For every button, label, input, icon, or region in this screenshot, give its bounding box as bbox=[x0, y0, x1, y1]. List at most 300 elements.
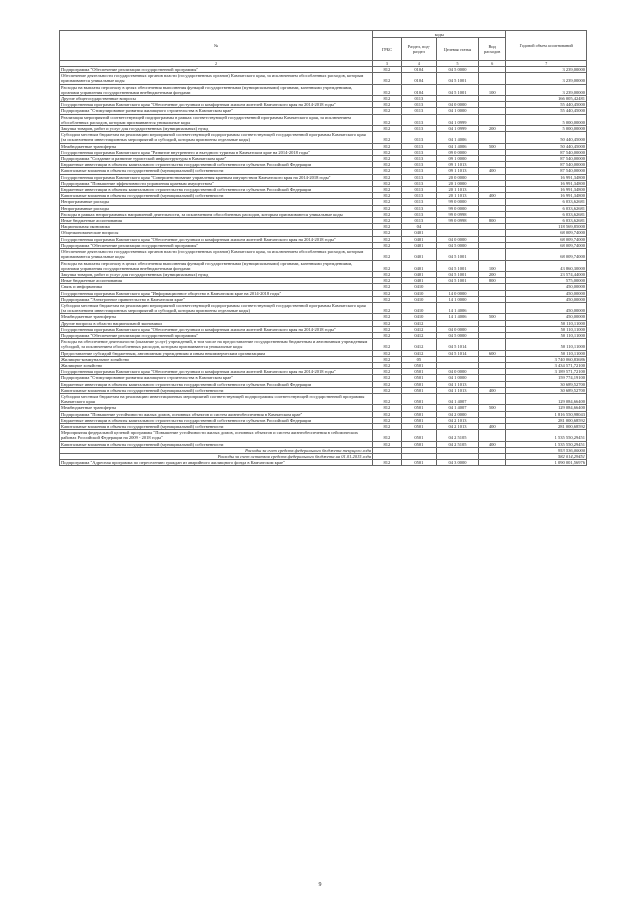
row-grbs: 812 bbox=[373, 132, 402, 143]
row-razdel: 0412 bbox=[401, 326, 436, 332]
row-razdel: 0113 bbox=[401, 96, 436, 102]
row-target-article: 04 1 4006 bbox=[437, 132, 479, 143]
row-grbs: 812 bbox=[373, 156, 402, 162]
row-target-article: 04 5 1001 bbox=[437, 278, 479, 284]
row-razdel: 0113 bbox=[401, 143, 436, 149]
row-razdel: 0401 bbox=[401, 230, 436, 236]
row-grbs: 812 bbox=[373, 356, 402, 362]
row-name: Расходы за счет остатков средств федерального бюджета на 01.01.2015 года bbox=[60, 454, 373, 460]
row-grbs: 812 bbox=[373, 168, 402, 174]
row-grbs: 812 bbox=[373, 460, 402, 466]
row-target-article: 04 5 1001 bbox=[437, 73, 479, 84]
row-name: Подпрограмма "Стимулирование развития жилищного строительства в Камчатском крае" bbox=[60, 108, 373, 114]
row-razdel: 0501 bbox=[401, 441, 436, 447]
row-amount: 159 774,19100 bbox=[506, 375, 587, 381]
row-grbs: 812 bbox=[373, 211, 402, 217]
table-row bbox=[60, 460, 587, 466]
row-amount: 575,00000 bbox=[506, 278, 587, 284]
row-razdel: 0113 bbox=[401, 180, 436, 186]
row-amount: 129 084,66400 bbox=[506, 393, 587, 404]
row-name: Межбюджетные трансферты bbox=[60, 314, 373, 320]
row-name: Капитальные вложения в объекты государственной (муниципальной) собственности bbox=[60, 193, 373, 199]
row-target-article: 04 1 4007 bbox=[437, 393, 479, 404]
row-amount: 5 000,00000 bbox=[506, 114, 587, 125]
row-razdel: 0104 bbox=[401, 67, 436, 73]
row-razdel: 05 bbox=[401, 356, 436, 362]
row-grbs: 812 bbox=[373, 375, 402, 381]
row-razdel: 0410 bbox=[401, 302, 436, 313]
row-amount: 450,00000 bbox=[506, 314, 587, 320]
row-razdel: 0410 bbox=[401, 284, 436, 290]
row-name: Межбюджетные трансферты bbox=[60, 143, 373, 149]
row-name: Государственная программа Камчатского края "Совершенствование управления краевым имуществом Камчатского края на 2014-2018 годы" bbox=[60, 174, 373, 180]
row-grbs: 812 bbox=[373, 411, 402, 417]
row-razdel: 0113 bbox=[401, 126, 436, 132]
row-target-article: 04 0 0000 bbox=[437, 236, 479, 242]
row-amount: 953 536,00000 bbox=[506, 447, 587, 453]
row-grbs: 812 bbox=[373, 271, 402, 277]
row-grbs: 812 bbox=[373, 441, 402, 447]
row-grbs: 812 bbox=[373, 143, 402, 149]
row-amount: 16 991,34800 bbox=[506, 187, 587, 193]
row-name: Расходы на выплаты персоналу в целях обеспечения выполнения функций государственными (муниципальными) органами, казенными учреждениями, органами управления государственными внебюджетными фондами bbox=[60, 84, 373, 95]
table-row bbox=[60, 114, 587, 125]
row-grbs: 812 bbox=[373, 180, 402, 186]
row-amount: 55 440,45000 bbox=[506, 102, 587, 108]
row-name: Иные бюджетные ассигнования bbox=[60, 278, 373, 284]
row-name: Субсидии местным бюджетам на реализацию мероприятий соответствующей подпрограммы соответствующей государственной программы Камчатского края (за исключением инвестиционных мероприятий и субсидий, которым присвоены отдельные коды) bbox=[60, 302, 373, 313]
row-name: Расходы на обеспечение деятельности (оказание услуг) учреждений, в том числе на предоставление государственным бюджетным и автономным учреждениям субсидий, за исключением обособленных расходов, которым присваиваются уникальные коды bbox=[60, 339, 373, 350]
row-name: Жилищное хозяйство bbox=[60, 362, 373, 368]
row-name: Непрограммные расходы bbox=[60, 205, 373, 211]
row-expense-type: 600 bbox=[478, 350, 506, 356]
row-razdel: 0113 bbox=[401, 168, 436, 174]
row-grbs: 812 bbox=[373, 205, 402, 211]
row-target-article: 04 2 5105 bbox=[437, 441, 479, 447]
row-razdel: 0104 bbox=[401, 84, 436, 95]
row-name: Субсидии местным бюджетам на реализацию инвестиционных мероприятий соответствующей подпрограммы соответствующей государственной программы Камчатского края bbox=[60, 393, 373, 404]
row-name: Мероприятия федеральной целевой программы "Повышение устойчивости жилых домов, основных объектов и систем жизнеобеспечения в сейсмических районах Российской Федерации на 2009 - 2018 годы" bbox=[60, 430, 373, 441]
row-expense-type: 100 bbox=[478, 84, 506, 95]
row-name: Подпрограмма "Адресная программа по переселению граждан из аварийного жилищного фонда в Камчатском крае" bbox=[60, 460, 373, 466]
row-razdel: 0401 bbox=[401, 249, 436, 260]
row-amount: 1 090 001,56976 bbox=[506, 460, 587, 466]
row-expense-type: 500 bbox=[478, 143, 506, 149]
row-grbs: 812 bbox=[373, 199, 402, 205]
row-target-article: 04 2 1013 bbox=[437, 423, 479, 429]
row-razdel: 0113 bbox=[401, 218, 436, 224]
row-razdel: 0113 bbox=[401, 162, 436, 168]
row-amount: 5 000,00000 bbox=[506, 126, 587, 132]
row-target-article: 99 0 0998 bbox=[437, 218, 479, 224]
row-expense-type: 400 bbox=[478, 193, 506, 199]
row-amount: 50 110,11000 bbox=[506, 326, 587, 332]
row-target-article: 20 0 0000 bbox=[437, 174, 479, 180]
row-razdel: 0501 bbox=[401, 430, 436, 441]
row-target-article: 04 2 5105 bbox=[437, 430, 479, 441]
row-expense-type bbox=[478, 339, 506, 350]
row-razdel: 0501 bbox=[401, 460, 436, 466]
row-amount: 50 440,45000 bbox=[506, 143, 587, 149]
row-name: Расходы в рамках непрограммных направлений деятельности, за исключением обособленных расходов, которым присваиваются уникальные коды bbox=[60, 211, 373, 217]
row-expense-type bbox=[478, 132, 506, 143]
row-name: Другие вопросы в области национальной экономики bbox=[60, 320, 373, 326]
row-target-article: 99 0 0998 bbox=[437, 211, 479, 217]
row-target-article: 99 0 0000 bbox=[437, 199, 479, 205]
row-name: Капитальные вложения в объекты государственной (муниципальной) собственности bbox=[60, 423, 373, 429]
row-grbs: 812 bbox=[373, 114, 402, 125]
row-target-article: 04 0 0000 bbox=[437, 102, 479, 108]
row-razdel: 0113 bbox=[401, 114, 436, 125]
row-razdel: 0410 bbox=[401, 290, 436, 296]
row-razdel: 0113 bbox=[401, 108, 436, 114]
header-number: № bbox=[60, 31, 373, 61]
row-target-article: 04 2 1013 bbox=[437, 417, 479, 423]
column-number: 4 bbox=[401, 61, 436, 67]
row-amount: 68 009,74000 bbox=[506, 249, 587, 260]
row-amount: 450,00000 bbox=[506, 290, 587, 296]
row-name: Государственная программа Камчатского края "Развитие внутреннего и въездного туризма в Камчатском крае на 2014-2018 годы" bbox=[60, 149, 373, 155]
row-expense-type: 500 bbox=[478, 314, 506, 320]
row-amount: 50 110,11000 bbox=[506, 350, 587, 356]
table-row bbox=[60, 302, 587, 313]
header-codes: коды bbox=[373, 31, 506, 38]
row-expense-type: 500 bbox=[478, 405, 506, 411]
row-amount: 1 816 550,98043 bbox=[506, 411, 587, 417]
row-amount: 30 689,52700 bbox=[506, 387, 587, 393]
row-amount: 6 033,62681 bbox=[506, 218, 587, 224]
row-name: Подпрограмма "Обеспечение реализации государственной программы" bbox=[60, 67, 373, 73]
row-name: Государственная программа Камчатского края "Информационное общество в Камчатском крае на 2014-2018 годы" bbox=[60, 290, 373, 296]
header-grbs: ГРБС bbox=[373, 38, 402, 61]
row-grbs: 812 bbox=[373, 249, 402, 260]
row-target-article: 04 5 1014 bbox=[437, 350, 479, 356]
row-target-article: 04 1 0999 bbox=[437, 126, 479, 132]
row-grbs: 812 bbox=[373, 423, 402, 429]
row-grbs: 812 bbox=[373, 393, 402, 404]
row-razdel: 0410 bbox=[401, 296, 436, 302]
row-grbs: 812 bbox=[373, 67, 402, 73]
row-target-article: 04 1 0999 bbox=[437, 114, 479, 125]
row-target-article: 04 5 1001 bbox=[437, 84, 479, 95]
row-amount: 87 540,00000 bbox=[506, 168, 587, 174]
row-target-article: 20 1 0000 bbox=[437, 180, 479, 186]
row-name: Подпрограмма "Повышение эффективности управления краевым имуществом" bbox=[60, 180, 373, 186]
row-name: Расходы на выплаты персоналу в целях обеспечения выполнения функций государственными (муниципальными) органами, казенными учреждениями, органами управления государственными внебюджетными фондами bbox=[60, 260, 373, 271]
row-target-article: 20 1 1013 bbox=[437, 193, 479, 199]
row-amount: 118 569,85000 bbox=[506, 224, 587, 230]
column-number: 5 bbox=[437, 61, 479, 67]
row-amount: 450,00000 bbox=[506, 296, 587, 302]
row-expense-type bbox=[478, 393, 506, 404]
row-grbs: 812 bbox=[373, 326, 402, 332]
row-razdel: 0412 bbox=[401, 332, 436, 338]
row-grbs: 812 bbox=[373, 187, 402, 193]
row-grbs: 812 bbox=[373, 417, 402, 423]
row-razdel: 0113 bbox=[401, 199, 436, 205]
row-amount: 3 189 571,72100 bbox=[506, 369, 587, 375]
row-target-article: 04 5 0000 bbox=[437, 332, 479, 338]
row-amount: 68 009,74000 bbox=[506, 242, 587, 248]
row-target-article: 04 1 4006 bbox=[437, 143, 479, 149]
row-razdel: 0501 bbox=[401, 393, 436, 404]
row-target-article: 04 1 0000 bbox=[437, 375, 479, 381]
row-name: Государственная программа Камчатского края "Обеспечение доступным и комфортным жильем жителей Камчатского края на 2014-2018 годы" bbox=[60, 369, 373, 375]
row-grbs: 812 bbox=[373, 369, 402, 375]
row-razdel: 0113 bbox=[401, 193, 436, 199]
row-razdel: 0113 bbox=[401, 187, 436, 193]
row-razdel: 04 bbox=[401, 224, 436, 230]
table-row bbox=[60, 393, 587, 404]
row-amount: 450,00000 bbox=[506, 284, 587, 290]
header-expense-type: Вид расходов bbox=[478, 38, 506, 61]
row-razdel: 0412 bbox=[401, 339, 436, 350]
row-expense-type: 400 bbox=[478, 441, 506, 447]
row-amount: 50 110,11000 bbox=[506, 339, 587, 350]
row-razdel: 0401 bbox=[401, 271, 436, 277]
row-razdel: 0113 bbox=[401, 132, 436, 143]
column-number: 6 bbox=[478, 61, 506, 67]
row-name: Бюджетные инвестиции в объекты капитального строительства государственной собственности субъектов Российской Федерации bbox=[60, 381, 373, 387]
row-amount: 16 991,34800 bbox=[506, 193, 587, 199]
row-amount: 87 540,00000 bbox=[506, 162, 587, 168]
row-name: Государственная программа Камчатского края "Обеспечение доступным и комфортным жильем жителей Камчатского края на 2014-2018 годы" bbox=[60, 102, 373, 108]
row-razdel: 0113 bbox=[401, 174, 436, 180]
row-expense-type bbox=[478, 114, 506, 125]
row-target-article: 14 0 0000 bbox=[437, 290, 479, 296]
row-amount: 50 440,45000 bbox=[506, 132, 587, 143]
row-grbs: 812 bbox=[373, 381, 402, 387]
column-number: 7 bbox=[506, 61, 587, 67]
row-grbs: 812 bbox=[373, 242, 402, 248]
row-name: Капитальные вложения в объекты государственной (муниципальной) собственности bbox=[60, 441, 373, 447]
table-row bbox=[60, 339, 587, 350]
row-grbs: 812 bbox=[373, 260, 402, 271]
row-amount: 281 000,68592 bbox=[506, 423, 587, 429]
row-target-article: 04 5 1001 bbox=[437, 271, 479, 277]
row-target-article: 14 1 4006 bbox=[437, 302, 479, 313]
row-target-article: 04 1 0000 bbox=[437, 108, 479, 114]
row-amount: 3 239,00000 bbox=[506, 84, 587, 95]
row-expense-type bbox=[478, 460, 506, 466]
row-grbs: 812 bbox=[373, 102, 402, 108]
row-grbs: 812 bbox=[373, 108, 402, 114]
row-grbs: 812 bbox=[373, 174, 402, 180]
row-name: Закупка товаров, работ и услуг для государственных (муниципальных) нужд bbox=[60, 271, 373, 277]
row-razdel: 0401 bbox=[401, 260, 436, 271]
row-razdel: 0410 bbox=[401, 314, 436, 320]
row-amount: 23 574,44000 bbox=[506, 271, 587, 277]
header-total: Годовой объем ассигнований bbox=[506, 31, 587, 61]
row-expense-type: 400 bbox=[478, 423, 506, 429]
row-target-article: 09 1 0000 bbox=[437, 156, 479, 162]
row-target-article: 04 2 0000 bbox=[437, 411, 479, 417]
row-expense-type: 200 bbox=[478, 126, 506, 132]
row-razdel: 0401 bbox=[401, 278, 436, 284]
row-target-article: 14 1 4006 bbox=[437, 314, 479, 320]
row-name: Межбюджетные трансферты bbox=[60, 405, 373, 411]
row-name: Расходы за счет средств федерального бюджета текущего года bbox=[60, 447, 373, 453]
row-amount: 3 740 060,83686 bbox=[506, 356, 587, 362]
row-target-article: 04 1 1013 bbox=[437, 387, 479, 393]
row-amount: 1 535 550,29451 bbox=[506, 430, 587, 441]
row-grbs: 812 bbox=[373, 332, 402, 338]
row-expense-type: 400 bbox=[478, 168, 506, 174]
row-name: Общеэкономические вопросы bbox=[60, 230, 373, 236]
row-name: Подпрограмма "Электронное правительство в Камчатском крае" bbox=[60, 296, 373, 302]
budget-table bbox=[59, 30, 587, 466]
row-amount: 68 009,74000 bbox=[506, 230, 587, 236]
row-grbs: 812 bbox=[373, 218, 402, 224]
row-name: Государственная программа Камчатского края "Обеспечение доступным и комфортным жильем жителей Камчатского края на 2014-2018 годы" bbox=[60, 236, 373, 242]
row-razdel: 0113 bbox=[401, 205, 436, 211]
page-number: 9 bbox=[318, 882, 322, 888]
row-razdel: 0501 bbox=[401, 405, 436, 411]
row-amount: 16 991,34800 bbox=[506, 180, 587, 186]
row-amount: 43 860,30000 bbox=[506, 260, 587, 271]
row-amount: 6 033,62681 bbox=[506, 199, 587, 205]
row-expense-type: 800 bbox=[478, 218, 506, 224]
row-razdel: 0501 bbox=[401, 411, 436, 417]
row-grbs: 812 bbox=[373, 193, 402, 199]
row-razdel: 0113 bbox=[401, 156, 436, 162]
row-name: Связь и информатика bbox=[60, 284, 373, 290]
table-row bbox=[60, 430, 587, 441]
row-name: Государственная программа Камчатского края "Обеспечение доступным и комфортным жильем жителей Камчатского края на 2014-2018 годы" bbox=[60, 326, 373, 332]
row-amount: 281 000,68592 bbox=[506, 417, 587, 423]
row-razdel: 0501 bbox=[401, 417, 436, 423]
header-target-article: Целевая статья bbox=[437, 38, 479, 61]
row-grbs: 812 bbox=[373, 284, 402, 290]
row-name: Бюджетные инвестиции в объекты капитального строительства государственной собственности субъектов Российской Федерации bbox=[60, 162, 373, 168]
row-target-article: 09 1 1013 bbox=[437, 168, 479, 174]
row-expense-type bbox=[478, 249, 506, 260]
row-target-article: 04 0 0000 bbox=[437, 369, 479, 375]
row-razdel: 0113 bbox=[401, 211, 436, 217]
row-grbs: 812 bbox=[373, 430, 402, 441]
row-amount: 166 005,42481 bbox=[506, 96, 587, 102]
row-target-article: 09 1 1013 bbox=[437, 162, 479, 168]
row-razdel: 0113 bbox=[401, 149, 436, 155]
row-amount: 68 009,74000 bbox=[506, 236, 587, 242]
row-razdel: 0501 bbox=[401, 387, 436, 393]
row-amount: 50 110,11000 bbox=[506, 320, 587, 326]
table-row bbox=[60, 84, 587, 95]
row-grbs: 812 bbox=[373, 405, 402, 411]
table-row bbox=[60, 73, 587, 84]
row-amount: 450,00000 bbox=[506, 302, 587, 313]
row-name: Национальная экономика bbox=[60, 224, 373, 230]
row-amount: 6 033,62681 bbox=[506, 211, 587, 217]
row-name: Бюджетные инвестиции в объекты капитального строительства государственной собственности субъектов Российской Федерации bbox=[60, 187, 373, 193]
row-name: Подпрограмма "Обеспечение реализации государственной программы" bbox=[60, 242, 373, 248]
row-razdel: 0501 bbox=[401, 362, 436, 368]
row-grbs: 812 bbox=[373, 162, 402, 168]
row-amount: 3 239,00000 bbox=[506, 73, 587, 84]
row-razdel: 0401 bbox=[401, 242, 436, 248]
table-row bbox=[60, 132, 587, 143]
row-expense-type: 100 bbox=[478, 260, 506, 271]
row-grbs: 812 bbox=[373, 224, 402, 230]
row-grbs: 812 bbox=[373, 339, 402, 350]
row-grbs: 812 bbox=[373, 290, 402, 296]
row-grbs: 812 bbox=[373, 314, 402, 320]
row-expense-type bbox=[478, 430, 506, 441]
row-grbs: 812 bbox=[373, 84, 402, 95]
row-target-article: 14 1 0000 bbox=[437, 296, 479, 302]
row-amount: 87 540,00000 bbox=[506, 149, 587, 155]
row-name: Непрограммные расходы bbox=[60, 199, 373, 205]
column-number: 3 bbox=[373, 61, 402, 67]
row-razdel: 0401 bbox=[401, 236, 436, 242]
row-grbs: 812 bbox=[373, 236, 402, 242]
row-name: Предоставление субсидий бюджетным, автономным учреждениям и иным некоммерческим организациям bbox=[60, 350, 373, 356]
row-grbs: 812 bbox=[373, 149, 402, 155]
row-razdel: 0104 bbox=[401, 73, 436, 84]
row-expense-type bbox=[478, 302, 506, 313]
row-amount: 50 110,11000 bbox=[506, 332, 587, 338]
row-target-article: 04 1 1013 bbox=[437, 381, 479, 387]
row-expense-type: 800 bbox=[478, 278, 506, 284]
row-grbs: 812 bbox=[373, 278, 402, 284]
row-name: Обеспечение деятельности государственных органов власти (государственных органов) Камчатского края, за исключением обособленных расходов, которым присваиваются уникальные коды bbox=[60, 73, 373, 84]
row-grbs: 812 bbox=[373, 296, 402, 302]
row-expense-type: 200 bbox=[478, 271, 506, 277]
row-name: Обеспечение деятельности государственных органов власти (государственных органов) Камчатского края, за исключением обособленных расходов, которым присваиваются уникальные коды bbox=[60, 249, 373, 260]
row-razdel: 0501 bbox=[401, 423, 436, 429]
table-row bbox=[60, 249, 587, 260]
row-target-article: 04 5 1001 bbox=[437, 249, 479, 260]
row-razdel: 0501 bbox=[401, 381, 436, 387]
row-target-article: 04 1 4007 bbox=[437, 405, 479, 411]
row-target-article: 04 5 0000 bbox=[437, 242, 479, 248]
row-target-article: 09 0 0000 bbox=[437, 149, 479, 155]
row-amount: 6 033,62681 bbox=[506, 205, 587, 211]
row-expense-type bbox=[478, 73, 506, 84]
row-target-article: 20 1 1013 bbox=[437, 187, 479, 193]
row-grbs: 812 bbox=[373, 96, 402, 102]
header-razdel: Раздел, под-раздел bbox=[401, 38, 436, 61]
table-row bbox=[60, 260, 587, 271]
row-name: Субсидии местным бюджетам на реализацию мероприятий соответствующей подпрограммы соответствующей государственной программы Камчатского края (за исключением инвестиционных мероприятий и субсидий, которым присвоены отдельные коды) bbox=[60, 132, 373, 143]
row-target-article: 04 5 1014 bbox=[437, 339, 479, 350]
row-razdel: 0501 bbox=[401, 375, 436, 381]
row-amount: 30 689,52700 bbox=[506, 381, 587, 387]
row-name: Иные бюджетные ассигнования bbox=[60, 218, 373, 224]
row-razdel: 0412 bbox=[401, 320, 436, 326]
row-grbs: 812 bbox=[373, 230, 402, 236]
row-amount: 16 991,34800 bbox=[506, 174, 587, 180]
row-name: Капитальные вложения в объекты государственной (муниципальной) собственности bbox=[60, 387, 373, 393]
row-amount: 3 434 571,72100 bbox=[506, 362, 587, 368]
row-name: Реализация мероприятий соответствующей подпрограммы в рамках соответствующей государственной программы Камчатского края, за исключением обособленных расходов, которым присваиваются уникальные коды bbox=[60, 114, 373, 125]
row-name: Закупка товаров, работ и услуг для государственных (муниципальных) нужд bbox=[60, 126, 373, 132]
row-amount: 1 535 550,29451 bbox=[506, 441, 587, 447]
row-grbs: 812 bbox=[373, 73, 402, 84]
row-name: Подпрограмма "Обеспечение реализации государственной программы" bbox=[60, 332, 373, 338]
row-grbs: 812 bbox=[373, 320, 402, 326]
row-razdel: 0412 bbox=[401, 350, 436, 356]
row-expense-type: 400 bbox=[478, 387, 506, 393]
row-name: Жилищно-коммунальное хозяйство bbox=[60, 356, 373, 362]
row-name: Другие общегосударственные вопросы bbox=[60, 96, 373, 102]
row-grbs: 812 bbox=[373, 350, 402, 356]
column-number: 2 bbox=[60, 61, 373, 67]
row-target-article: 04 5 0000 bbox=[437, 67, 479, 73]
row-grbs: 812 bbox=[373, 387, 402, 393]
row-name: Бюджетные инвестиции в объекты капитального строительства государственной собственности субъектов Российской Федерации bbox=[60, 417, 373, 423]
row-target-article: 04 0 0000 bbox=[437, 326, 479, 332]
